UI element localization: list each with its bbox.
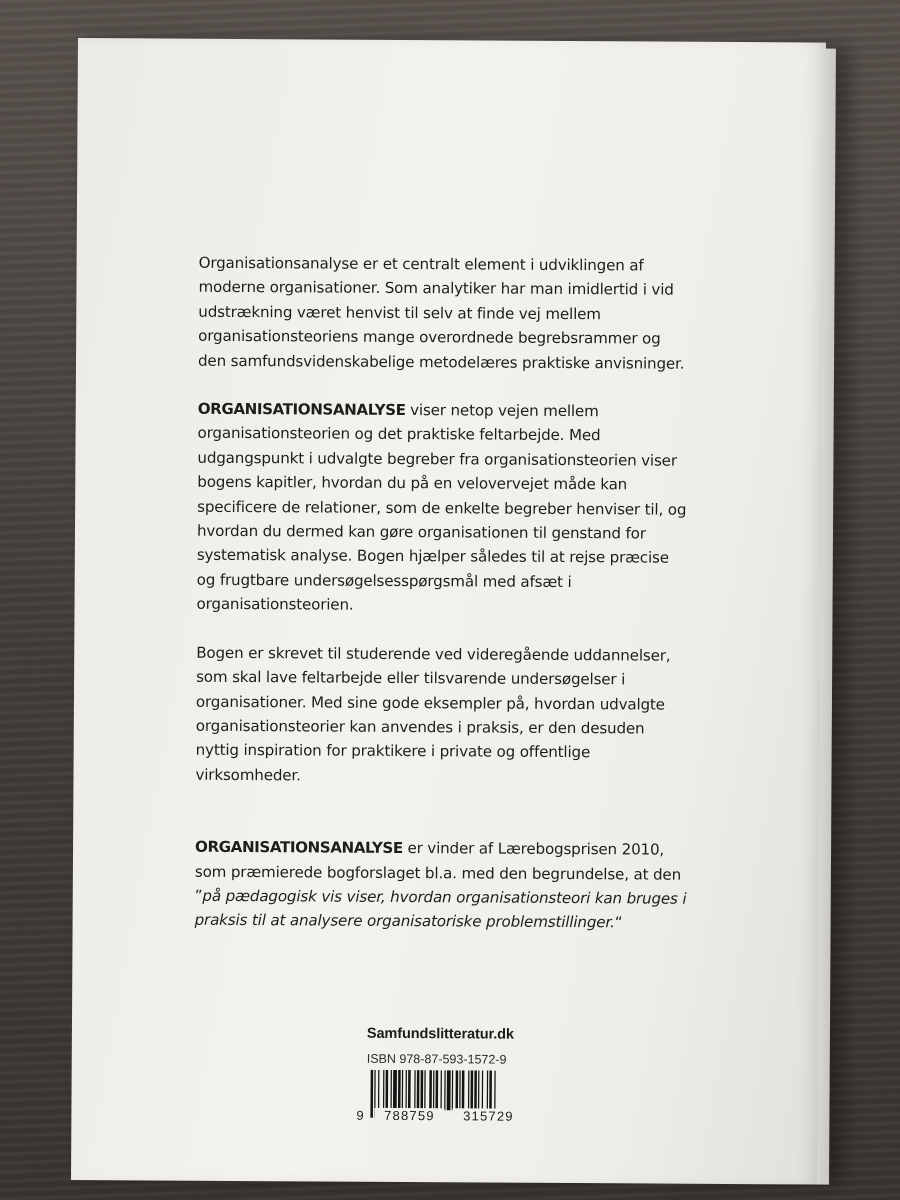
book-back-cover <box>71 38 826 1185</box>
barcode-bar <box>482 1070 483 1110</box>
barcode-bar <box>452 1070 453 1110</box>
barcode-bar <box>417 1070 420 1110</box>
barcode-bar <box>478 1070 479 1110</box>
barcode-bar <box>470 1070 473 1110</box>
barcode-bar <box>398 1070 401 1110</box>
barcode-bar <box>489 1071 492 1111</box>
barcode-bar <box>455 1070 458 1110</box>
barcode-digits <box>356 1108 536 1127</box>
book-title-inline: ORGANISATIONSANALYSE <box>195 837 403 858</box>
blurb-paragraph-purpose <box>196 397 691 620</box>
barcode-bar <box>393 1070 397 1110</box>
barcode-digits-left: 788759 <box>374 1108 444 1123</box>
barcode-bar <box>383 1070 384 1110</box>
book-title-inline: ORGANISATIONSANALYSE <box>197 399 406 420</box>
blurb-paragraph-purpose-text: viser netop vejen mellem organisationsteorien og det praktiske feltarbejde. Med udgangspunkt i udvalgte begreber fra organisationsteorien viser bogens kapitler, hvordan du på en velovervejet måde kan specificere de relationer, som de enkelte begreber henviser til, og hvordan du dermed kan gøre organisationen til genstand for systematisk analyse. Bogen hjælper således til at rejse præcise og frugtbare undersøgelsesspørgsmål med afsæt i organisationsteorien. <box>196 401 687 614</box>
isbn-number: ISBN 978-87-593-1572-9 <box>366 1051 507 1067</box>
blurb-paragraph-audience: Bogen er skrevet til studerende ved videregående uddannelser, som skal lave feltarbejde eller tilsvarende undersøgelser i organisationer. Med sine gode eksempler på, hvordan udvalgte organisationsteorier kan anvendes i praksis, er den desuden nyttig inspiration for praktikere i private og offentlige virksomheder. <box>195 643 671 785</box>
barcode-bar <box>444 1070 445 1110</box>
barcode-bar <box>405 1070 406 1110</box>
barcode-digit-first: 9 <box>356 1107 364 1123</box>
barcode-bar <box>402 1070 403 1110</box>
blurb-paragraph-award <box>195 835 690 936</box>
barcode-digits-right: 315729 <box>452 1108 524 1123</box>
barcode-bar <box>462 1070 465 1110</box>
barcode-bar <box>468 1070 469 1110</box>
barcode-bar <box>459 1070 460 1110</box>
publisher-name: Samfundslitteratur.dk <box>366 1025 514 1043</box>
barcode-bar <box>385 1070 388 1110</box>
barcode-bar <box>487 1071 488 1111</box>
award-quote: på pædagogisk vis viser, hvordan organisationsteori kan bruges i praksis til at analysere organisatoriske problemstillinger. <box>194 886 687 932</box>
blurb-paragraph-intro: Organisationsanalyse er et centralt element i udviklingen af moderne organisationer. Som analytiker har man imidlertid i vid udstrækning været henvist til selv at finde vej mellem organisationsteoriens mange overordnede begrebsrammer og den samfundsvidenskabelige metodelæres praktiske anvisninger. <box>197 253 685 373</box>
barcode-bar <box>420 1070 423 1110</box>
barcode-bar <box>414 1070 415 1110</box>
award-text: er vinder af Lærebogsprisen 2010, som præmierede bogforslaget bl.a. med den begrundelse, at den ” <box>194 839 682 905</box>
barcode-bar <box>474 1070 477 1110</box>
barcode-bar <box>378 1070 379 1110</box>
back-cover-blurb <box>195 251 693 936</box>
barcode-bar <box>408 1070 411 1110</box>
barcode <box>356 1070 536 1129</box>
barcode-bar <box>447 1070 451 1110</box>
barcode-bar <box>390 1070 391 1110</box>
barcode-bar <box>429 1070 432 1110</box>
award-quote-end: “ <box>614 913 623 932</box>
barcode-bar <box>440 1070 441 1110</box>
barcode-bar <box>424 1070 425 1110</box>
